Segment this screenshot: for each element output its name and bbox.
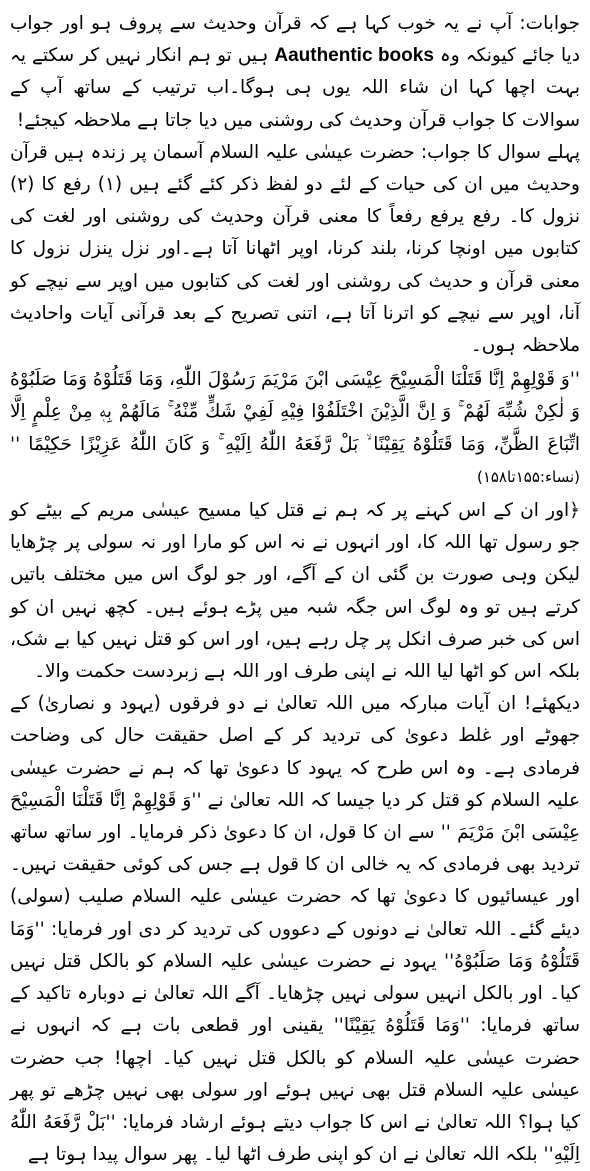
intro-lead-text: جوابات: آپ نے یہ خوب کہا ہے کہ قرآن وحدیث سے پروف ہو اور جواب دیا جائے کیونکہ وہ: [10, 13, 580, 67]
explanation-text-5: بلکہ اللہ تعالیٰ نے ان کو اپنی طرف اٹھا لیا۔ پھر سوال پیدا ہوتا ہے: [27, 1144, 538, 1166]
arabic-quote-1: ''وَ قَوْلِهِمْ اِنَّا قَتَلْنَا الْمَسِيْحَ عِيْسَى ابْنَ مَرْيَمَ '': [10, 789, 580, 844]
explanation-paragraph: [10, 688, 580, 1171]
explanation-text-4: یقینی اور قطعی بات ہے کہ انہوں نے حضرت عیسٰی علیہ السلام کو بالکل قتل نہیں کیا۔ اچھا! جب حضرت عیسٰی علیہ السلام قتل بھی نہیں ہوئے اور سولی بھی نہیں چڑھے تو پھر کیا ہوا؟ اللہ تعالیٰ نے اس کا جواب دیتے ہوئے ارشاد فرمایا:: [10, 1015, 580, 1133]
translation-text: اور ان کے اس کہنے پر کہ ہم نے قتل کیا مسیح عیسٰی مریم کے بیٹے کو جو رسول تھا اللہ کا، اور انہوں نے نہ اس کو مارا اور نہ سولی پر چڑھایا لیکن وہی صورت بن گئی ان کے آگے، اور جو لوگ اس میں مختلف باتیں کرتے ہیں تو وہ لوگ اس جگہ شبہ میں پڑے ہوئے ہیں۔ کچھ نہیں ان کو اس کی خبر صرف انکل پر چل رہے ہیں، اور اس کو قتل نہیں کیا بے شک، بلکہ اس کو اٹھا لیا اللہ نے اپنی طرف اور اللہ ہے زبردست حکمت والا۔: [10, 500, 580, 683]
ornament-bracket-icon: ﴿: [569, 500, 580, 522]
explanation-text-2: سے ان کا قول، ان کا دعویٰ ذکر فرمایا۔ اور ساتھ ساتھ تردید بھی فرمادی کہ یہ خالی ان کا قول ہے جس کی کوئی حقیقت نہیں۔ اور عیسائیوں کا دعویٰ تھا کہ حضرت عیسٰی علیہ السلام صلیب (سولی) دیئے گئے۔ اللہ تعالیٰ نے دونوں کے دعووں کی تردید کر دی اور فرمایا:: [10, 822, 580, 940]
english-term: Aauthentic books: [274, 45, 434, 67]
verse-translation-paragraph: [10, 495, 580, 688]
quran-verse-block: [10, 364, 580, 493]
explanation-text-1: دیکھئے! ان آیات مبارکہ میں اللہ تعالیٰ نے دو فرقوں (یہود و نصاریٰ) کے جھوٹے اور غلط دعویٰ کی تردید کر کے اصل حقیقت حال کی وضاحت فرمادی ہے۔ وہ اس طرح کہ یہود کا دعویٰ تھا کہ ہم نے حضرت عیسٰی علیہ السلام کو قتل کر دیا جیسا کہ اللہ تعالیٰ نے: [10, 693, 580, 811]
intro-paragraph: [10, 8, 580, 137]
verse-reference: (نساء:۱۵۵تا۱۵۸): [476, 467, 580, 486]
explanation-text-3: یہود نے حضرت عیسٰی علیہ السلام کو بالکل قتل نہیں کیا۔ اور بالکل انہیں سولی نہیں چڑھایا۔ آگے اللہ تعالیٰ نے دوبارہ تاکید کے ساتھ فرمایا:: [10, 950, 580, 1037]
first-answer-paragraph: پہلے سوال کا جواب: حضرت عیسٰی علیہ السلام آسمان پر زندہ ہیں قرآن وحدیث میں ان کی حیات کے لئے دو لفظ ذکر کئے گئے ہیں (۱) رفع کا (۲) نزول کا۔ رفع یرفع رفعاً کا معنی قرآن وحدیث کی روشنی اور لغت کی کتابوں میں اونچا کرنا، بلند کرنا، اوپر اٹھانا آتا ہے۔اور نزل ینزل نزول کا معنی قرآن و حدیث کی روشنی اور لغت کی کتابوں میں اوپر سے نیچے کو آنا، اوپر سے نیچے کو اترنا آتا ہے، اتنی تصریح کے بعد قرآنی آیات واحادیث ملاحظہ ہوں۔: [10, 141, 580, 357]
arabic-quote-4: ''بَلْ رَّفَعَهُ اللّٰهُ اِلَيْهِ'': [10, 1111, 580, 1166]
quran-verse-text: ''وَ قَوْلِهِمْ اِنَّا قَتَلْنَا الْمَسِيْحَ عِيْسَى ابْنَ مَرْيَمَ رَسُوْلَ اللّٰهِ، وَمَا قَتَلُوْهُ وَمَا صَلَبُوْهُ وَ لٰكِنْ شُبِّهَ لَهُمْ ۚ وَ اِنَّ الَّذِيْنَ اخْتَلَفُوْا فِيْهِ لَفِيْ شَكٍّ مِّنْهُ ۚ مَالَهُمْ بِهٖ مِنْ عِلْمٍ اِلَّا اتِّبَاعَ الظَّنِّ، وَمَا قَتَلُوْهُ يَقِيْنًا ۙ بَلْ رَّفَعَهُ اللّٰهُ اِلَيْهِ ۚ وَ كَانَ اللّٰهُ عَزِيْزًا حَكِيْمًا '': [10, 369, 580, 455]
intro-rest-text: ہیں تو ہم انکار نہیں کر سکتے یہ بہت اچھا کہا ان شاء اللہ یوں ہی ہوگا۔اب ترتیب کے ساتھ آپ کے سوالات کا جواب قرآن وحدیث کی روشنی میں دیا جاتا ہے ملاحظہ کیجئے!: [10, 45, 580, 131]
arabic-quote-3: ''وَمَا قَتَلُوْهُ يَقِيْنًا'': [333, 1015, 471, 1037]
arabic-quote-2: ''وَمَا قَتَلُوْهُ وَمَا صَلَبُوْهُ'': [10, 918, 580, 972]
